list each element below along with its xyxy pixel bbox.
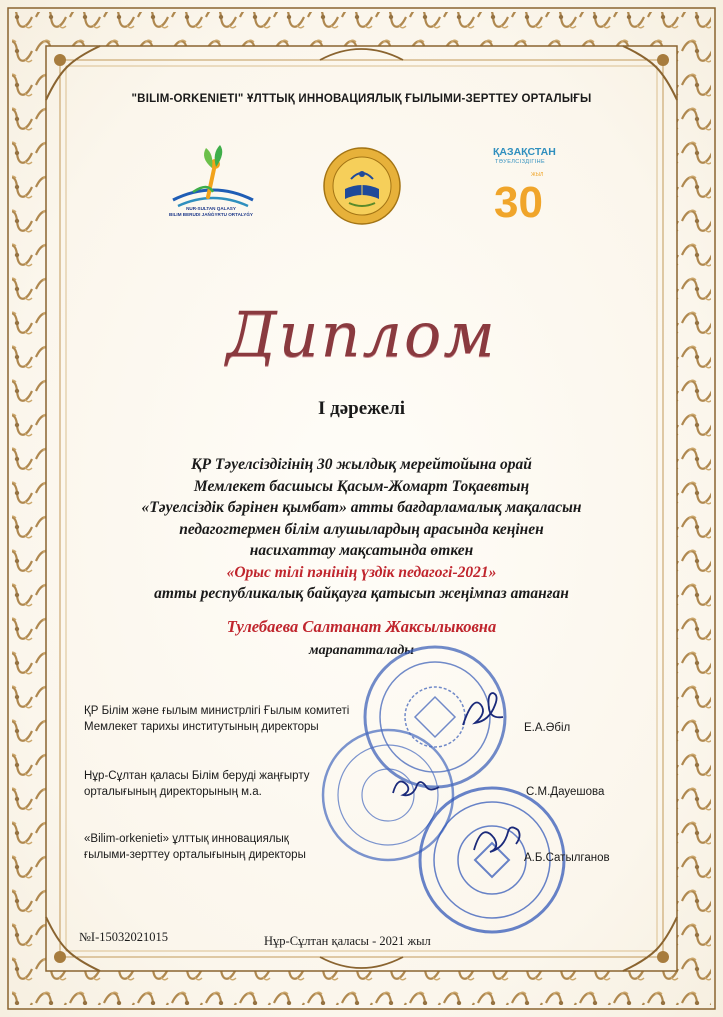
signatory-3-role-line-2: ғылыми-зерттеу орталығының директоры [84,849,306,861]
signatory-2-role-line-2: орталығының директорының м.а. [84,786,262,798]
bilim-beru-logo-caption [156,206,266,218]
signature-3 [468,815,528,865]
body-line-5: насихаттау мақсатында өткен [249,542,474,559]
logo-caption-line-2: BILIM BERUDI JAŃǴYRTU ORTALYǴY [169,212,253,217]
signatory-2-name: С.М.Дауешова [526,786,605,798]
signatory-2-role-line-1: Нұр-Сұлтан қаласы Білім беруді жаңғырту [84,770,310,782]
body-line-4: педагогтермен білім алушылардың арасында кеңінен [179,520,544,538]
diploma-body [80,454,643,605]
kz-logo-number: 30 [494,178,543,226]
signatory-1-role-line-2: Мемлекет тарихы институтының директоры [84,721,319,733]
body-line-2: Мемлекет басшысы Қасым-Жомарт Тоқаевтың [193,477,530,495]
signature-1 [455,685,510,740]
signatory-1-name: Е.А.Әбіл [524,722,571,734]
kz-logo-subtitle: ТӘУЕЛСІЗДІГІНЕ [495,159,546,165]
body-line-7: атты республикалық байқауға қатысып жеңімпаз атанған [154,585,569,602]
signatory-3-name: А.Б.Сатылганов [524,852,610,864]
kz-logo-year-word: ЖЫЛ [531,172,544,178]
kz-logo-title: ҚАЗАҚСТАН [493,146,556,158]
diploma-title: Диплом [226,298,497,371]
recipient-name: Тулебаева Салтанат Жаксылыковна [226,617,497,636]
kazakhstan-30-logo [493,146,563,226]
diploma-number: №І-15032021015 [79,930,169,944]
signatory-1-role [84,703,424,735]
signatory-3-role-line-1: «Bilim-orkenieti» ұлттық инновациялық [84,833,289,845]
contest-name: «Орыс тілі пәнінің үздік педагогі-2021» [226,563,497,581]
signatory-2-role [84,768,424,800]
signatory-3-role [84,831,424,863]
place-and-date: Нұр-Сұлтан қаласы - 2021 жыл [264,934,431,948]
signatory-1-role-line-1: ҚР Білім және ғылым министрлігі Ғылым комитеті [84,705,350,717]
awarded-label: марапатталады [309,643,414,658]
body-line-1: ҚР Тәуелсіздігінің 30 жылдық мерейтойына орай [191,456,532,473]
logo-caption-line-1: NUR-SULTAN QALASY [186,206,236,211]
bilim-orkenieti-seal [323,147,401,225]
degree-label: І дәрежелі [317,398,406,419]
body-line-3: «Тәуелсіздік бәрінен қымбат» атты бағдарламалық мақаласын [141,499,582,516]
organization-title: "BILIM-ORKENIETI" ҰЛТТЫҚ ИННОВАЦИЯЛЫҚ ҒЫЛЫМИ-ЗЕРТТЕУ ОРТАЛЫҒЫ [131,93,592,105]
